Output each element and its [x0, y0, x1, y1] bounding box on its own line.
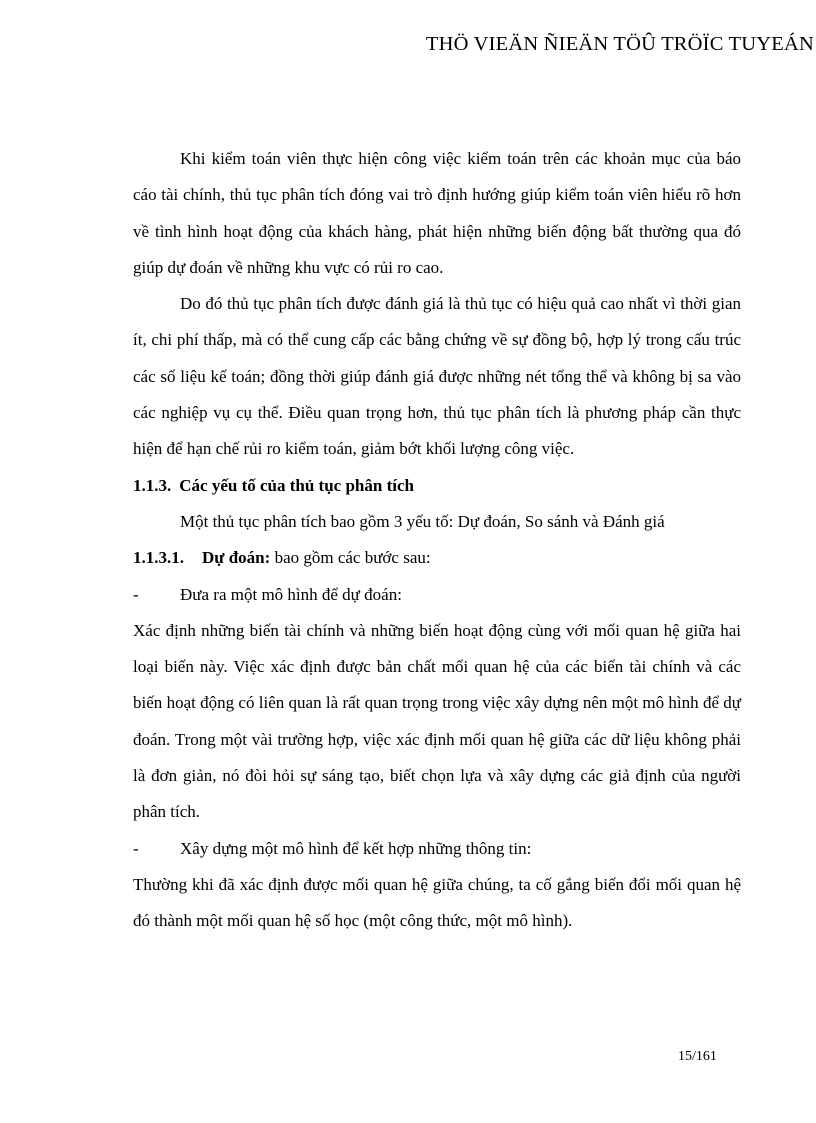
subsection-text: bao gồm các bước sau: [270, 548, 431, 568]
bullet-dash: - [133, 838, 139, 858]
section-intro: Một thủ tục phân tích bao gồm 3 yếu tố: Dự đoán, So sánh và Đánh giá [180, 511, 665, 531]
bullet-text: Đưa ra một mô hình để dự đoán: [180, 584, 402, 604]
section-title: Các yếu tố của thủ tục phân tích [179, 475, 414, 495]
page-header-title: THÖ VIEÄN ÑIEÄN TÖÛ TRÖÏC TUYEÁN [425, 33, 814, 55]
subsection-heading [133, 540, 741, 576]
section-number: 1.1.3. [133, 475, 172, 495]
paragraph: Do đó thủ tục phân tích được đánh giá là thủ tục có hiệu quả cao nhất vì thời gian ít, chi phí thấp, mà có thể cung cấp các bằng chứng về sự đồng bộ, hợp lý trong cấu trúc các số liệu kế toán; đồng thời giúp đánh giá được những nét tổng thể và không bị sa vào các nghiệp vụ cụ thể. Điều quan trọng hơn, thủ tục phân tích là phương pháp cần thực hiện để hạn chế rủi ro kiểm toán, giảm bớt khối lượng công việc. [133, 294, 741, 459]
bullet-item [133, 577, 741, 613]
paragraph: Xác định những biến tài chính và những biến hoạt động cùng với mối quan hệ giữa hai loại biến này. Việc xác định được bản chất mối quan hệ của các biến tài chính và các biến hoạt động có liên quan là rất quan trọng trong việc xây dựng nên một mô hình để dự đoán. Trong một vài trường hợp, việc xác định mối quan hệ giữa các dữ liệu không phải là đơn giản, nó đòi hỏi sự sáng tạo, biết chọn lựa và xây dựng các giả định của người phân tích. [133, 620, 741, 822]
paragraph: Khi kiểm toán viên thực hiện công việc kiểm toán trên các khoản mục của báo cáo tài chính, thủ tục phân tích đóng vai trò định hướng giúp kiểm toán viên hiểu rõ hơn về tình hình hoạt động của khách hàng, phát hiện những biến động bất thường qua đó giúp dự đoán về những khu vực có rủi ro cao. [133, 149, 741, 277]
bullet-dash: - [133, 584, 139, 604]
page-number: 15/161 [678, 1049, 717, 1064]
paragraph: Thường khi đã xác định được mối quan hệ giữa chúng, ta cố gắng biến đổi mối quan hệ đó thành một mối quan hệ số học (một công thức, một mô hình). [133, 874, 741, 931]
bullet-text: Xây dựng một mô hình để kết hợp những thông tin: [180, 838, 532, 858]
section-heading [133, 468, 741, 504]
bullet-item [133, 831, 741, 867]
document-body [133, 141, 741, 940]
subsection-label: Dự đoán: [202, 548, 271, 568]
subsection-number: 1.1.3.1. [133, 548, 184, 568]
